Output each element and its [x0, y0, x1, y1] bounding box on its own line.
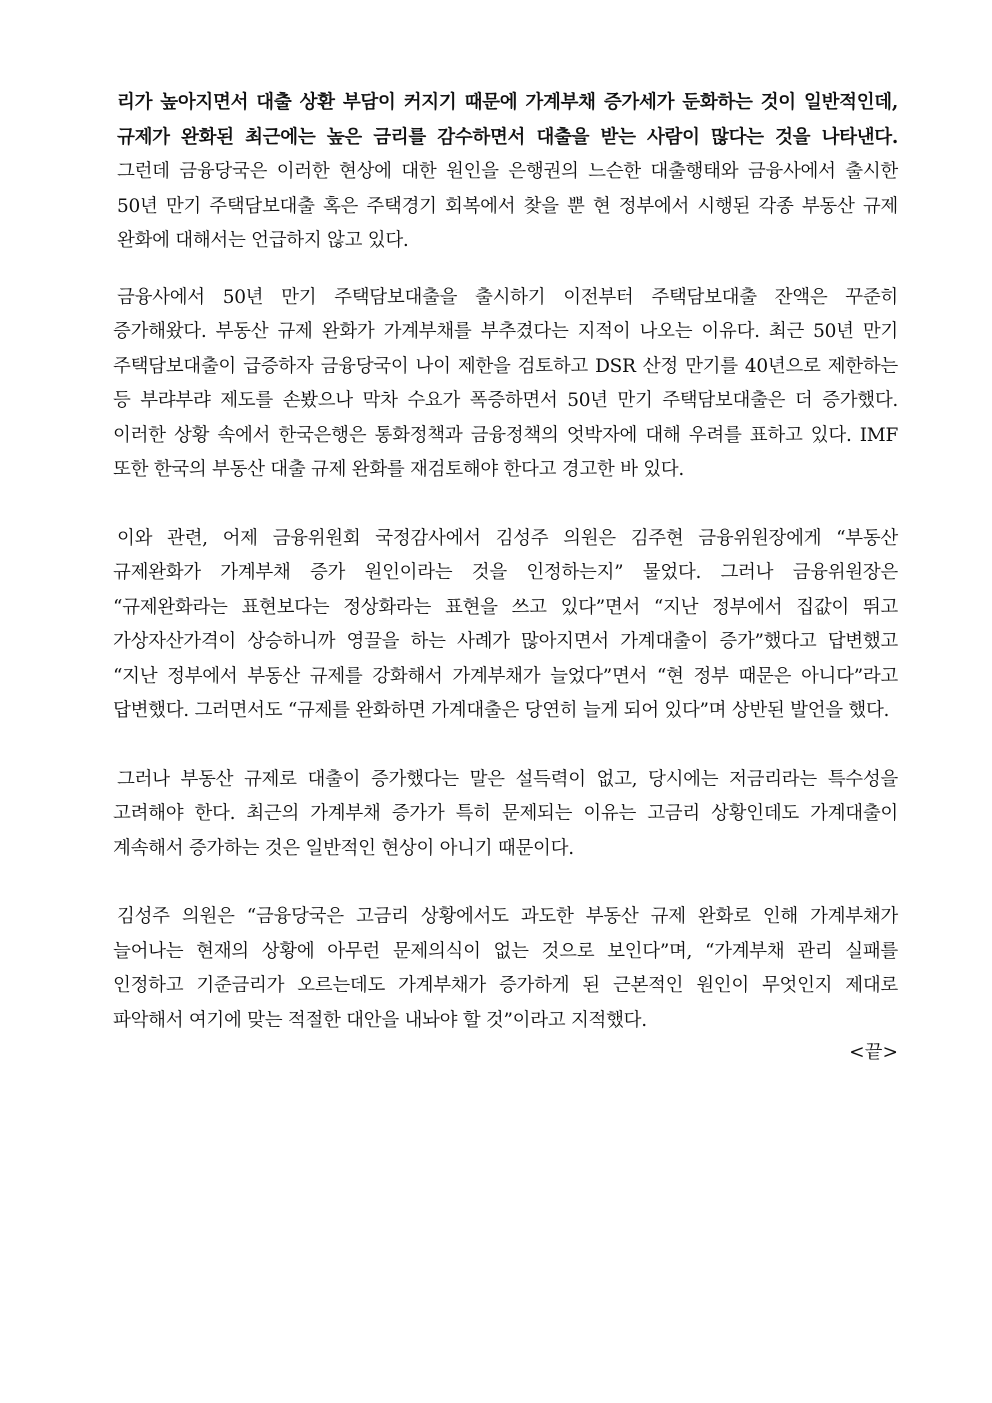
- paragraph-5: 김성주 의원은 “금융당국은 고금리 상황에서도 과도한 부동산 규제 완화로 인해 가계부채가 늘어나는 현재의 상황에 아무런 문제의식이 없는 것으로 보인다”며, “가계부채 관리 실패를 인정하고 기준금리가 오르는데도 가계부채가 증가하게 된 근본적인 원인이 무엇인지 제대로 파악해서 여기에 맞는 적절한 대안을 내놔야 할 것”이라고 지적했다.: [113, 906, 898, 1031]
- document-body: [113, 86, 898, 1068]
- paragraph-4: 그러나 부동산 규제로 대출이 증가했다는 말은 설득력이 없고, 당시에는 저금리라는 특수성을 고려해야 한다. 최근의 가계부채 증가가 특히 문제되는 이유는 고금리 상황인데도 가계대출이 계속해서 증가하는 것은 일반적인 현상이 아니기 때문이다.: [113, 768, 898, 859]
- paragraph-2: 금융사에서 50년 만기 주택담보대출을 출시하기 이전부터 주택담보대출 잔액은 꾸준히 증가해왔다. 부동산 규제 완화가 가계부채를 부추겼다는 지적이 나오는 이유다. 최근 50년 만기 주택담보대출이 급증하자 금융당국이 나이 제한을 검토하고 DSR 산정 만기를 40년으로 제한하는 등 부랴부랴 제도를 손봤으나 막차 수요가 폭증하면서 50년 만기 주택담보대출은 더 증가했다. 이러한 상황 속에서 한국은행은 통화정책과 금융정책의 엇박자에 대해 우려를 표하고 있다. IMF 또한 한국의 부동산 대출 규제 완화를 재검토해야 한다고 경고한 바 있다.: [113, 286, 898, 480]
- paragraph-1: [113, 86, 898, 259]
- end-mark: <끝>: [849, 1042, 898, 1063]
- paragraph-1-text: 그런데 금융당국은 이러한 현상에 대한 원인을 은행권의 느슨한 대출행태와 금융사에서 출시한 50년 만기 주택담보대출 혹은 주택경기 회복에서 찾을 뿐 현 정부에서 시행된 각종 부동산 규제 완화에 대해서는 언급하지 않고 있다.: [117, 161, 898, 251]
- paragraph-3: 이와 관련, 어제 금융위원회 국정감사에서 김성주 의원은 김주현 금융위원장에게 “부동산 규제완화가 가계부채 증가 원인이라는 것을 인정하는지” 물었다. 그러나 금융위원장은 “규제완화라는 표현보다는 정상화라는 표현을 쓰고 있다”면서 “지난 정부에서 집값이 뛰고 가상자산가격이 상승하니까 영끌을 하는 사례가 많아지면서 가계대출이 증가”했다고 답변했고 “지난 정부에서 부동산 규제를 강화해서 가계부채가 늘었다”면서 “현 정부 때문은 아니다”라고 답변했다. 그러면서도 “규제를 완화하면 가계대출은 당연히 늘게 되어 있다”며 상반된 발언을 했다.: [113, 527, 898, 721]
- paragraph-1-emphasis: 리가 높아지면서 대출 상환 부담이 커지기 때문에 가계부채 증가세가 둔화하는 것이 일반적인데, 규제가 완화된 최근에는 높은 금리를 감수하면서 대출을 받는 사람이 많다는 것을 나타낸다.: [117, 92, 898, 148]
